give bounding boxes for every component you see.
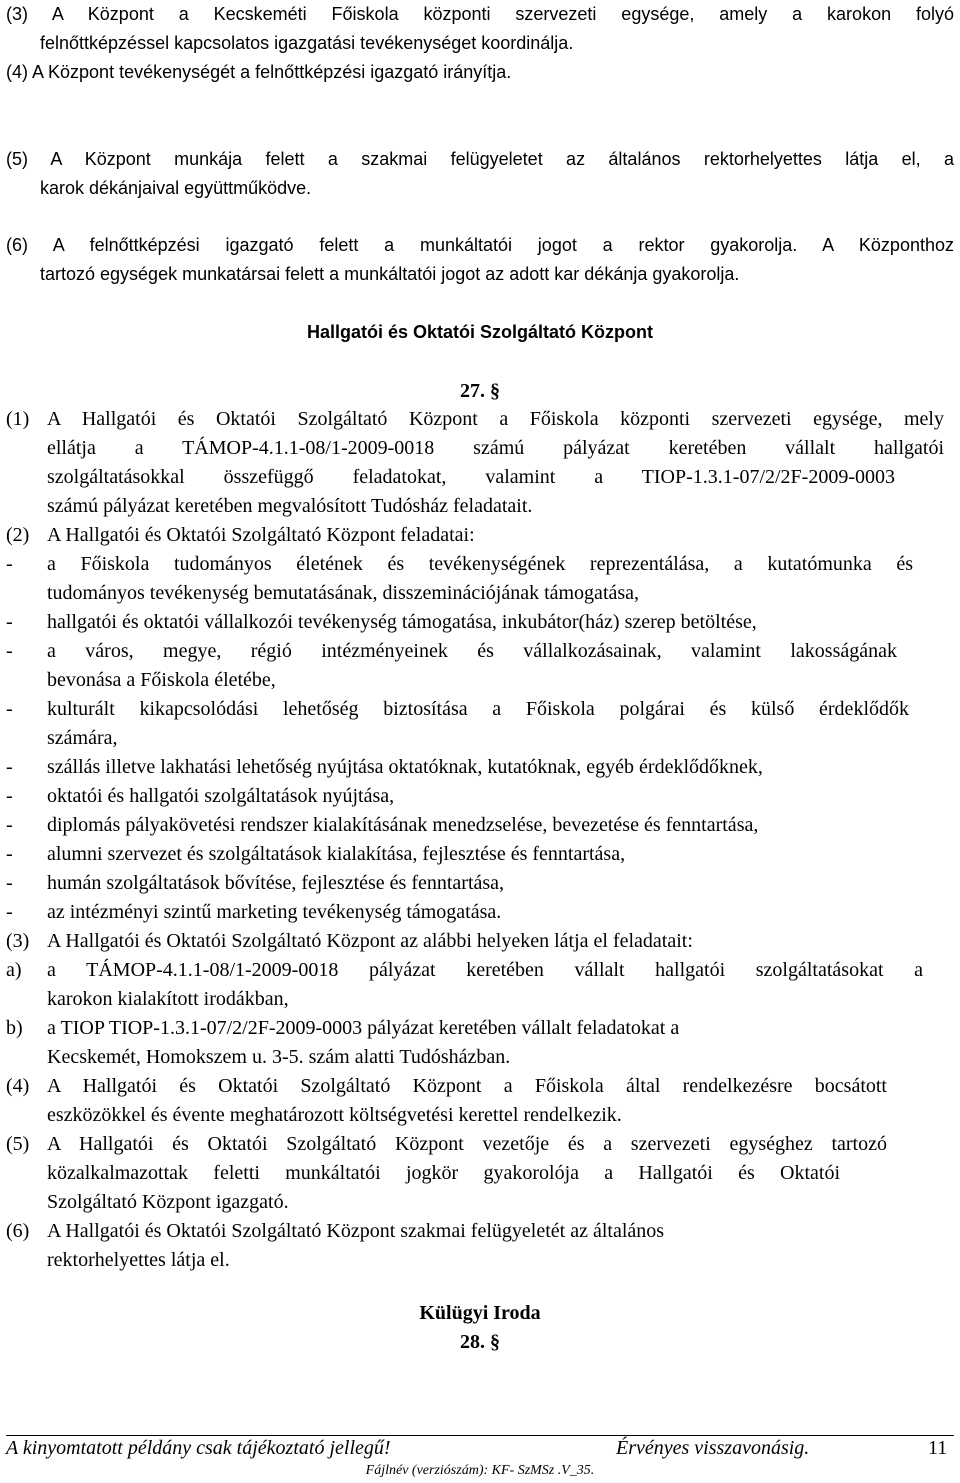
para-3-text: A Hallgatói és Oktatói Szolgáltató Központ az alábbi helyeken látja el feladatait: [47, 930, 693, 952]
place-a-line1: a TÁMOP-4.1.1-08/1-2009-0018 pályázat keretében vállalt hallgatói szolgáltatásokat a [47, 959, 923, 981]
task-4-line1: kulturált kikapcsolódási lehetőség biztosítása a Főiskola polgárai és külső érdeklődők [47, 698, 909, 720]
task-4-line2: számára, [47, 727, 118, 749]
para-4-line2: eszközökkel és évente meghatározott költségvetési kerettel rendelkezik. [47, 1104, 622, 1126]
para-1-marker: (1) [6, 408, 30, 430]
task-5-line1: szállás illetve lakhatási lehetőség nyújtása oktatóknak, kutatóknak, egyéb érdeklődőknek, [47, 756, 763, 778]
para-1-line3: szolgáltatásokkal összefüggő feladatokat, valamint a TIOP-1.3.1-07/2/2F-2009-0003 [47, 466, 895, 488]
section-number-27: 27. § [460, 380, 500, 402]
task-6-marker: - [6, 785, 13, 807]
para-6-marker: (6) [6, 1220, 30, 1242]
place-b-line2: Kecskemét, Homokszem u. 3-5. szám alatti Tudósházban. [47, 1046, 511, 1068]
para-2-text: A Hallgatói és Oktatói Szolgáltató Központ feladatai: [47, 524, 475, 546]
paragraph-6-line1: (6) A felnőttképzési igazgató felett a munkáltatói jogot a rektor gyakorolja. A Központhoz [6, 235, 954, 255]
place-b-marker: b) [6, 1017, 23, 1039]
para-5-line3: Szolgáltató Központ igazgató. [47, 1191, 289, 1213]
paragraph-6-line2: tartozó egységek munkatársai felett a munkáltatói jogot az adott kar dékánja gyakorolja. [40, 264, 740, 284]
page-number: 11 [928, 1437, 948, 1459]
para-5-line2: közalkalmazottak feletti munkáltatói jogkör gyakorolója a Hallgatói és Oktatói [47, 1162, 840, 1184]
footer-notice: A kinyomtatott példány csak tájékoztató jellegű! [6, 1437, 391, 1459]
task-10-marker: - [6, 901, 13, 923]
footer-divider [6, 1435, 954, 1436]
footer-validity: Érvényes visszavonásig. [616, 1437, 810, 1459]
task-8-line1: alumni szervezet és szolgáltatások kialakítása, fejlesztése és fenntartása, [47, 843, 626, 865]
section-number-28: 28. § [460, 1331, 500, 1353]
task-1-line1: a Főiskola tudományos életének és tevékenységének reprezentálása, a kutatómunka és [47, 553, 913, 575]
para-4-marker: (4) [6, 1075, 30, 1097]
section-title-kulugyi: Külügyi Iroda [419, 1302, 541, 1324]
task-9-line1: humán szolgáltatások bővítése, fejlesztése és fenntartása, [47, 872, 505, 894]
footer-filename: Fájlnév (verziószám): KF- SzMSz .V_35. [365, 1463, 595, 1478]
task-1-line2: tudományos tevékenység bemutatásának, disszeminációjának támogatása, [47, 582, 640, 604]
task-3-line1: a város, megye, régió intézményeinek és vállalkozásainak, valamint lakosságának [47, 640, 897, 662]
para-2-marker: (2) [6, 524, 30, 546]
task-3-marker: - [6, 640, 13, 662]
para-6-line1: A Hallgatói és Oktatói Szolgáltató Központ szakmai felügyeletét az általános [47, 1220, 665, 1242]
task-10-line1: az intézményi szintű marketing tevékenység támogatása. [47, 901, 502, 923]
paragraph-5-line1: (5) A Központ munkája felett a szakmai felügyeletet az általános rektorhelyettes látja el, a [6, 149, 954, 169]
para-5-line1: A Hallgatói és Oktatói Szolgáltató Központ vezetője és a szervezeti egységhez tartozó [47, 1133, 887, 1155]
task-5-marker: - [6, 756, 13, 778]
paragraph-4: (4) A Központ tevékenységét a felnőttképzési igazgató irányítja. [6, 62, 512, 82]
place-b-line1: a TIOP TIOP-1.3.1-07/2/2F-2009-0003 pályázat keretében vállalt feladatokat a [47, 1017, 680, 1039]
task-7-line1: diplomás pályakövetési rendszer kialakításának menedzselése, bevezetése és fenntartása, [47, 814, 759, 836]
para-4-line1: A Hallgatói és Oktatói Szolgáltató Központ a Főiskola által rendelkezésre bocsátott [47, 1075, 887, 1097]
paragraph-3-line2: felnőttképzéssel kapcsolatos igazgatási tevékenységet koordinálja. [40, 33, 574, 53]
task-2-marker: - [6, 611, 13, 633]
para-1-line1: A Hallgatói és Oktatói Szolgáltató Központ a Főiskola központi szervezeti egysége, mely [47, 408, 944, 430]
task-4-marker: - [6, 698, 13, 720]
section-title-hosz: Hallgatói és Oktatói Szolgáltató Központ [306, 322, 654, 342]
task-7-marker: - [6, 814, 13, 836]
para-1-line4: számú pályázat keretében megvalósított Tudósház feladatait. [47, 495, 533, 517]
task-9-marker: - [6, 872, 13, 894]
paragraph-3-line1: (3) A Központ a Kecskeméti Főiskola központi szervezeti egysége, amely a karokon folyó [6, 4, 954, 24]
place-a-marker: a) [6, 959, 22, 981]
para-3-marker: (3) [6, 930, 30, 952]
task-3-line2: bevonása a Főiskola életébe, [47, 669, 276, 691]
task-2-line1: hallgatói és oktatói vállalkozói tevékenység támogatása, inkubátor(ház) szerep betöltése, [47, 611, 757, 633]
place-a-line2: karokon kialakított irodákban, [47, 988, 289, 1010]
para-6-line2: rektorhelyettes látja el. [47, 1249, 230, 1271]
para-1-line2: ellátja a TÁMOP-4.1.1-08/1-2009-0018 számú pályázat keretében vállalt hallgatói [47, 437, 944, 459]
paragraph-5-line2: karok dékánjaival együttműködve. [40, 178, 312, 198]
task-6-line1: oktatói és hallgatói szolgáltatások nyújtása, [47, 785, 395, 807]
para-5-marker: (5) [6, 1133, 30, 1155]
task-8-marker: - [6, 843, 13, 865]
task-1-marker: - [6, 553, 13, 575]
